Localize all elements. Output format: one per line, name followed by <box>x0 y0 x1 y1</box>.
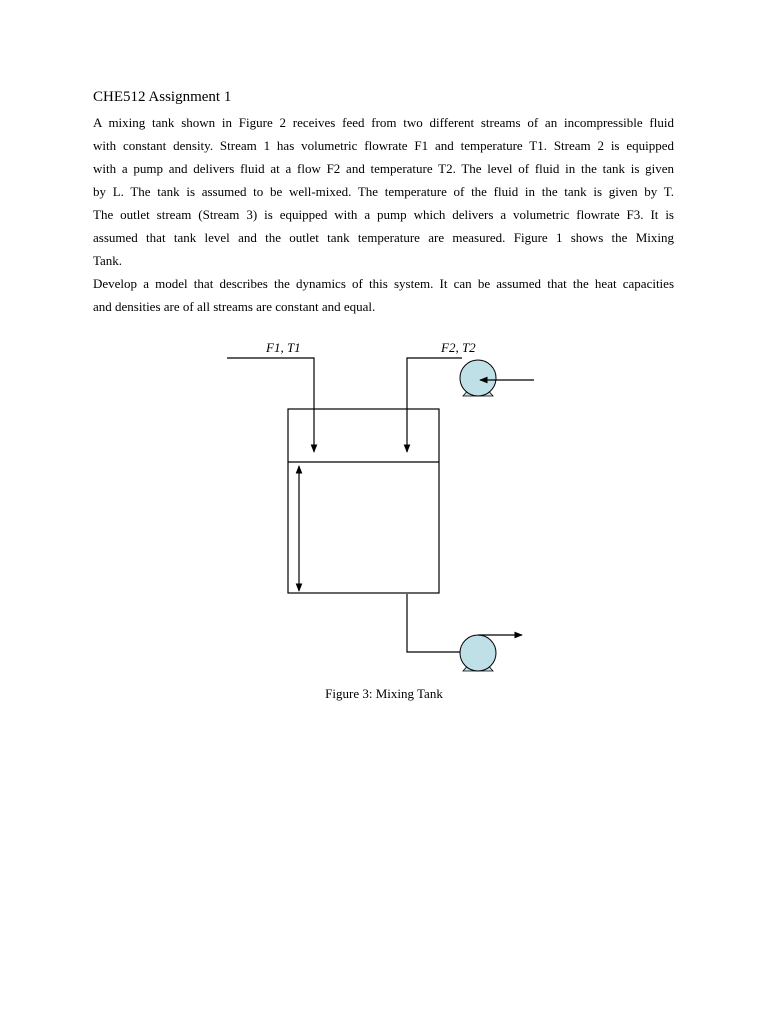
assignment-title: CHE512 Assignment 1 <box>93 89 232 105</box>
stream1-inlet-pipe <box>227 358 314 452</box>
inlet-pump-icon <box>460 360 496 396</box>
paragraph-line: assumed that tank level and the outlet tank temperature are measured. Figure 1 shows the Mixing <box>93 230 674 245</box>
paragraph-line: The outlet stream (Stream 3) is equipped with a pump which delivers a volumetric flowrate F3. It is <box>93 207 674 222</box>
figure-caption: Figure 3: Mixing Tank <box>325 686 443 701</box>
paragraph-line: Tank. <box>93 253 123 268</box>
mixing-tank-figure <box>0 330 768 675</box>
outlet-pump-icon <box>460 635 496 671</box>
outlet-pipe <box>407 594 463 652</box>
paragraph-line: with constant density. Stream 1 has volumetric flowrate F1 and temperature T1. Stream 2 is equipped <box>93 138 674 153</box>
paragraph-line: A mixing tank shown in Figure 2 receives feed from two different streams of an incompressible fluid <box>93 115 674 130</box>
paragraph-line: Develop a model that describes the dynamics of this system. It can be assumed that the heat capacities <box>93 276 674 291</box>
paragraph-line: with a pump and delivers fluid at a flow F2 and temperature T2. The level of fluid in the tank is given <box>93 161 674 176</box>
stream2-label: F2, T2 <box>441 340 476 355</box>
task-paragraph <box>93 272 674 318</box>
stream2-inlet-pipe <box>407 358 462 452</box>
problem-paragraph <box>93 111 674 272</box>
paragraph-line: and densities are of all streams are constant and equal. <box>93 299 376 314</box>
paragraph-line: by L. The tank is assumed to be well-mixed. The temperature of the fluid in the tank is given by T. <box>93 184 674 199</box>
tank <box>288 409 439 593</box>
stream1-label: F1, T1 <box>266 340 301 355</box>
